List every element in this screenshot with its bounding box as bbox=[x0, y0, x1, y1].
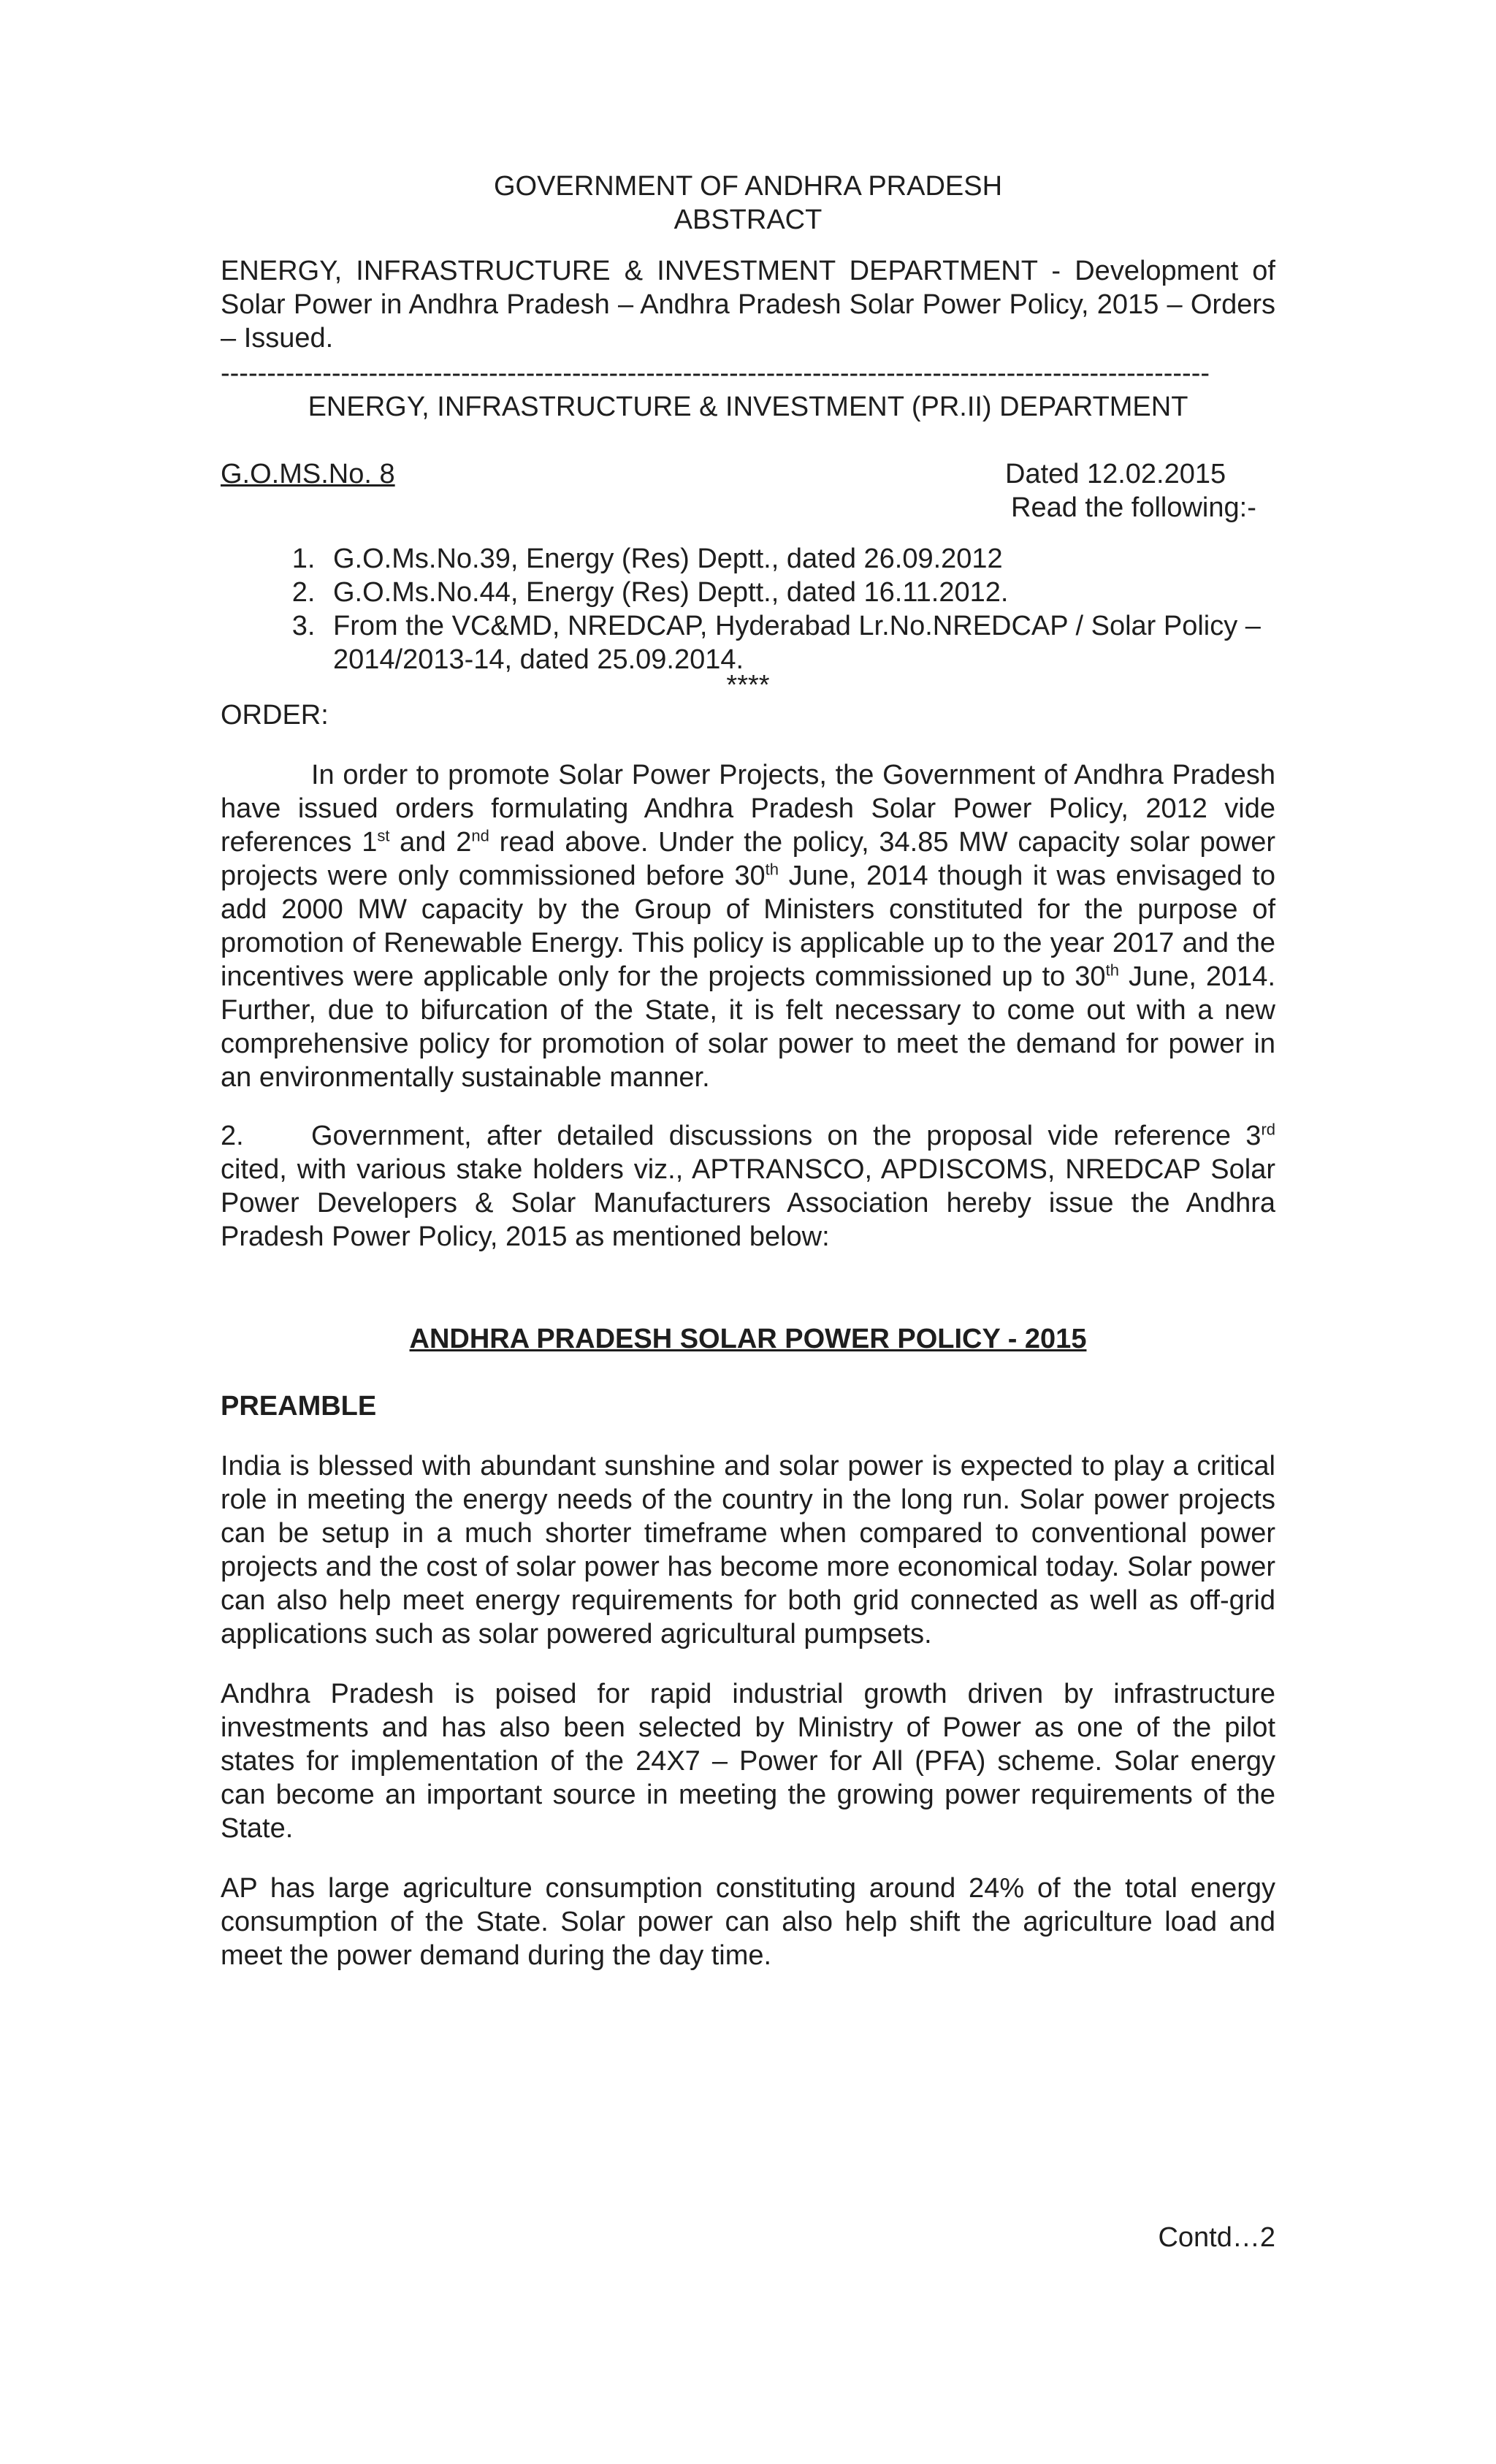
references-list bbox=[221, 542, 1275, 676]
preamble-paragraph: Andhra Pradesh is poised for rapid industrial growth driven by infrastructure investments and has also been selected by Ministry of Power as one of the pilot states for implementation of the 24X7 – Power for All (PFA) scheme. Solar energy can become an important source in meeting the growing power requirements of the State. bbox=[221, 1679, 1275, 1844]
reference-item: 3. From the VC&MD, NREDCAP, Hyderabad Lr.No.NREDCAP / Solar Policy – 2014/2013-14, dated 25.09.2014. bbox=[323, 609, 1275, 676]
superscript: th bbox=[765, 860, 779, 879]
superscript: nd bbox=[471, 826, 489, 845]
superscript: st bbox=[377, 826, 390, 845]
para-text: cited, with various stake holders viz., APTRANSCO, APDISCOMS, NREDCAP Solar Power Developers & Solar Manufacturers Association hereby issue the Andhra Pradesh Power Policy, 2015 as mentioned below: bbox=[221, 1154, 1275, 1252]
abstract-heading: ABSTRACT bbox=[673, 205, 823, 235]
policy-title: ANDHRA PRADESH SOLAR POWER POLICY - 2015 bbox=[409, 1324, 1087, 1354]
preamble-heading: PREAMBLE bbox=[221, 1391, 377, 1422]
document-body bbox=[221, 169, 1275, 1972]
para-text: and 2 bbox=[389, 827, 472, 858]
department-heading: ENERGY, INFRASTRUCTURE & INVESTMENT (PR.II) DEPARTMENT bbox=[308, 392, 1188, 422]
para-text: June, 2014. Further, due to bifurcation of the State, it is felt necessary to come out with a new comprehensive policy for promotion of solar power to meet the demand for power in an environmentally sustainable manner. bbox=[221, 961, 1276, 1093]
order-date: Dated 12.02.2015 bbox=[1005, 459, 1226, 489]
subject-line: ENERGY, INFRASTRUCTURE & INVESTMENT DEPARTMENT - Development of Solar Power in Andhra Pradesh – Andhra Pradesh Solar Power Policy, 2015 – Orders – Issued. bbox=[221, 256, 1275, 354]
order-meta-row bbox=[221, 457, 1275, 525]
para-text: read above. Under the policy, 34.85 MW capacity solar power projects were only commissioned before 30 bbox=[221, 827, 1275, 891]
superscript: rd bbox=[1261, 1120, 1275, 1139]
para-text: Government, after detailed discussions on the proposal vide reference 3 bbox=[311, 1121, 1262, 1151]
reference-item: 2. G.O.Ms.No.44, Energy (Res) Deptt., dated 16.11.2012. bbox=[323, 576, 1275, 609]
separator-rule: ----------------------------------------------------------------------------------------------------------- bbox=[221, 358, 1210, 389]
government-heading: GOVERNMENT OF ANDHRA PRADESH bbox=[493, 171, 1003, 202]
preamble-paragraph: India is blessed with abundant sunshine and solar power is expected to play a critical role in meeting the energy needs of the country in the long run. Solar power projects can be setup in a much shorter timeframe when compared to conventional power projects and the cost of solar power has become more economical today. Solar power can also help meet energy requirements for both grid connected as well as off-grid applications such as solar powered agricultural pumpsets. bbox=[221, 1451, 1275, 1649]
separator-stars: **** bbox=[726, 670, 770, 701]
superscript: th bbox=[1105, 961, 1119, 980]
para-text: June, 2014 though it was envisaged to add 2000 MW capacity by the Group of Ministers constituted for the purpose of promotion of Renewable Energy. This policy is applicable up to the year 2017 and the incentives were applicable only for the projects commissioned up to 30 bbox=[221, 861, 1275, 992]
reference-item: 1. G.O.Ms.No.39, Energy (Res) Deptt., dated 26.09.2012 bbox=[323, 542, 1275, 576]
para-text: In order to promote Solar Power Projects, the Government of Andhra Pradesh have issued orders formulating Andhra Pradesh Solar Power Policy, 2012 vide references 1 bbox=[221, 760, 1275, 858]
read-following: Read the following:- bbox=[1011, 492, 1256, 523]
preamble-paragraph: AP has large agriculture consumption constituting around 24% of the total energy consumption of the State. Solar power can also help shift the agriculture load and meet the power demand during the day time. bbox=[221, 1873, 1275, 1971]
paragraph-number: 2. bbox=[221, 1121, 244, 1151]
order-label: ORDER: bbox=[221, 700, 329, 731]
order-paragraph-1 bbox=[221, 758, 1275, 1094]
date-block bbox=[1005, 457, 1275, 525]
go-number: G.O.MS.No. 8 bbox=[221, 459, 395, 489]
order-paragraph-2 bbox=[221, 1119, 1275, 1254]
continued-marker: Contd…2 bbox=[1158, 2222, 1275, 2253]
